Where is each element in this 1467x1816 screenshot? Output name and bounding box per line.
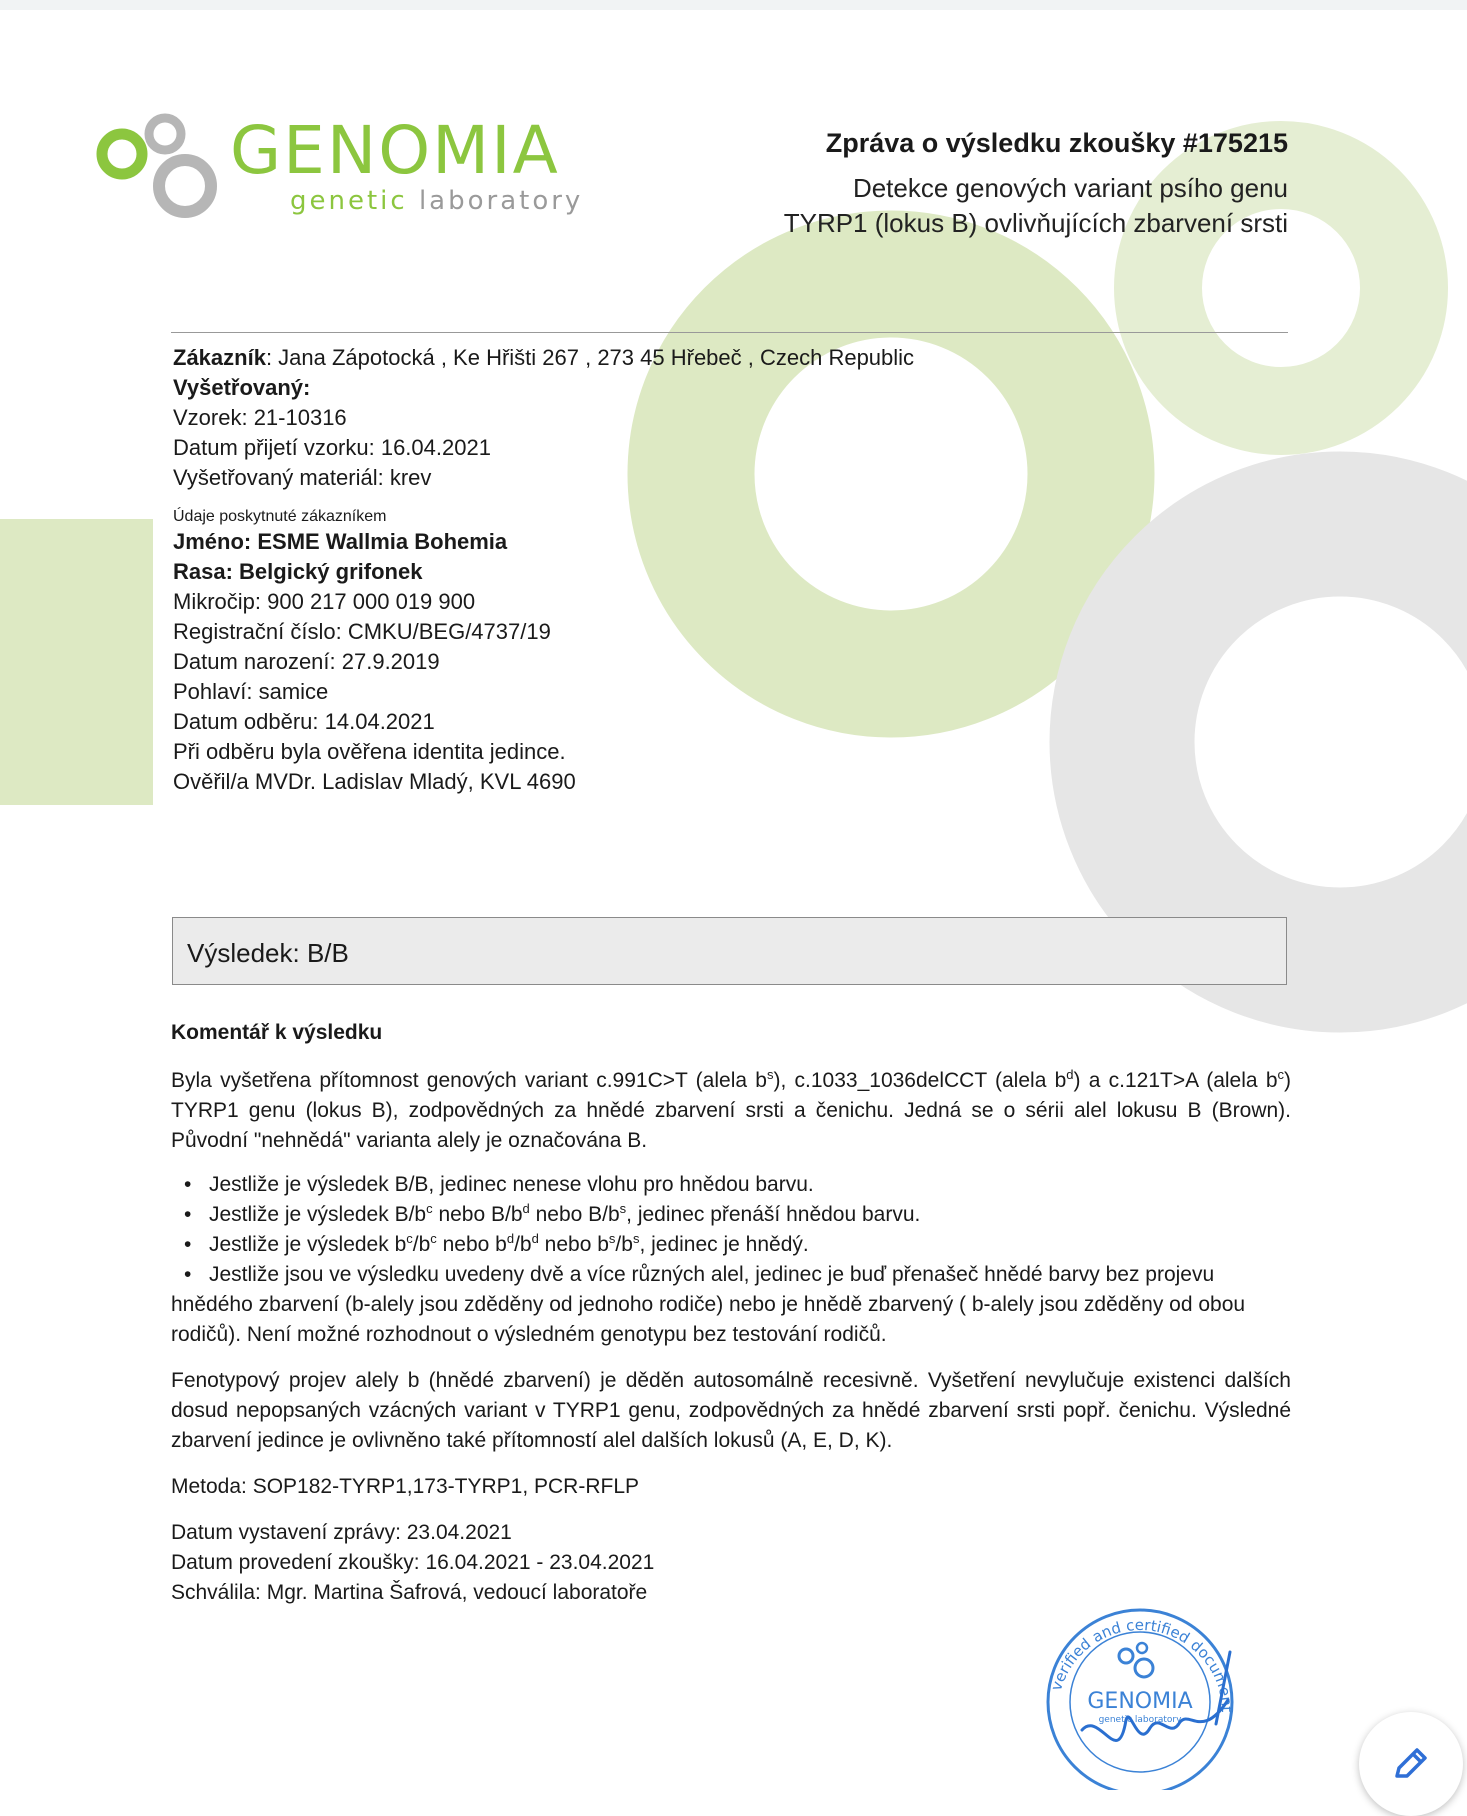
b3-s5: s (608, 1231, 616, 1246)
p1-sup-2: d (1066, 1067, 1074, 1082)
logo-sub-laboratory: laboratory (418, 186, 584, 216)
collection-date: Datum odběru: 14.04.2021 (173, 709, 435, 734)
certified-stamp (1030, 1590, 1260, 1790)
sex: Pohlaví: samice (173, 679, 329, 704)
stamp-brand-sub: genetic laboratory (1098, 1715, 1182, 1725)
header-divider (171, 332, 1288, 333)
list-item (171, 1230, 1291, 1260)
received-date: Datum přijetí vzorku: 16.04.2021 (173, 435, 491, 460)
stamp-brand: GENOMIA (1087, 1689, 1193, 1714)
registration-number: Registrační číslo: CMKU/BEG/4737/19 (173, 619, 551, 644)
logo-circles-icon (95, 108, 230, 238)
report-title: Zpráva o výsledku zkoušky #175215 (825, 128, 1288, 158)
b3-b: /b (412, 1233, 431, 1256)
p1-text-a: Byla vyšetřena přítomnost genových variant c.991C>T (alela b (171, 1069, 767, 1092)
b3-s4: d (531, 1231, 539, 1246)
logo-wordmark: GENOMIA (230, 112, 560, 189)
b3-f: /b (615, 1233, 633, 1256)
side-green-bar (0, 519, 153, 805)
logo-sub-genetic: genetic (290, 186, 408, 216)
customer-line (173, 343, 914, 373)
list-item (171, 1260, 1291, 1350)
verified-by: Ověřil/a MVDr. Ladislav Mladý, KVL 4690 (173, 769, 576, 794)
provided-note: Údaje poskytnuté zákazníkem (173, 508, 387, 525)
genomia-logo (95, 108, 635, 238)
b3-c: nebo b (436, 1233, 507, 1256)
b3-e: nebo b (538, 1233, 609, 1256)
b2-s3: s (619, 1201, 627, 1216)
bullet-4: • (184, 1263, 192, 1286)
comment-paragraph-2: Fenotypový projev alely b (hnědé zbarvení) je děděn autosomálně recesivně. Vyšetření nevylučuje existenci dalších dosud nepopsaných vzácných variant v TYRP1 genu, zodpovědných za hnědé zbarvení srsti popř. čenichu. Výsledné zbarvení jedince je ovlivněno také přítomností alel dalších lokusů (A, E, D, K). (171, 1369, 1291, 1452)
logo-subtitle (290, 186, 583, 216)
stamp-logo-dot (1137, 1643, 1147, 1653)
approved-by: Schválila: Mgr. Martina Šafrová, vedoucí laboratoře (171, 1581, 648, 1604)
birth-date: Datum narození: 27.9.2019 (173, 649, 440, 674)
bullet-4-text: Jestliže jsou ve výsledku uvedeny dvě a více různých alel, jedinec je buď přenašeč hnědé barvy bez projevu hnědého zbarvení (b-alely jsou zděděny od jednoho rodiče) nebo je hnědě zbarvený ( b-alely jsou zděděny od obou rodičů). Není možné rozhodnout o výsledném genotypu bez testování rodičů. (171, 1263, 1246, 1346)
genotype-list (171, 1170, 1291, 1350)
p1-text-b: ), c.1033_1036delCCT (alela b (773, 1069, 1067, 1092)
customer-label: Zákazník (173, 345, 266, 370)
issue-date: Datum vystavení zprávy: 23.04.2021 (171, 1521, 512, 1544)
comment-section (171, 1018, 1291, 1608)
dog-breed: Rasa: Belgický grifonek (173, 559, 423, 584)
comment-heading: Komentář k výsledku (171, 1021, 383, 1044)
bullet-1-text: Jestliže je výsledek B/B, jedinec nenese vlohu pro hnědou barvu. (209, 1173, 814, 1196)
report-header (588, 128, 1288, 241)
result-box (172, 917, 1287, 985)
stamp-ring-text: verified and certified document (1047, 1615, 1237, 1713)
method: Metoda: SOP182-TYRP1,173-TYRP1, PCR-RFLP (171, 1475, 640, 1498)
b3-a: Jestliže je výsledek b (209, 1233, 407, 1256)
p1-text-d: ) TYRP1 genu (lokus B), zodpovědných za hnědé zbarvení srsti a čenichu. Jedná se o sérii alel lokusu B (Brown). Původní "nehnědá" varianta alely je označována B. (171, 1069, 1291, 1152)
list-item (171, 1200, 1291, 1230)
bullet-1: • (184, 1173, 192, 1196)
comment-paragraph-1 (171, 1066, 1291, 1156)
b3-s2: c (430, 1231, 437, 1246)
p1-text-c: ) a c.121T>A (alela b (1073, 1069, 1278, 1092)
b2-c: nebo B/b (529, 1203, 620, 1226)
b3-s1: c (406, 1231, 413, 1246)
b2-s2: d (522, 1201, 530, 1216)
report-subtitle-line1: Detekce genových variant psího genu (852, 173, 1288, 203)
b3-s3: d (506, 1231, 515, 1246)
p1-sup-3: c (1277, 1067, 1284, 1082)
sample-number: Vzorek: 21-10316 (173, 405, 347, 430)
b2-s1: c (426, 1201, 433, 1216)
pencil-icon (1391, 1744, 1431, 1784)
viewer-top-bar (0, 0, 1467, 10)
sample-info (173, 343, 914, 797)
b2-b: nebo B/b (432, 1203, 523, 1226)
examined-label: Vyšetřovaný: (173, 375, 311, 400)
identity-verified: Při odběru byla ověřena identita jedince. (173, 739, 566, 764)
bullet-3: • (184, 1233, 192, 1256)
edit-button[interactable] (1359, 1712, 1463, 1816)
material: Vyšetřovaný materiál: krev (173, 465, 432, 490)
b2-d: , jedinec přenáší hnědou barvu. (626, 1203, 921, 1226)
b3-d: /b (514, 1233, 532, 1256)
b3-s6: s (632, 1231, 640, 1246)
microchip: Mikročip: 900 217 000 019 900 (173, 589, 476, 614)
p1-sup-1: s (766, 1067, 774, 1082)
b2-a: Jestliže je výsledek B/b (209, 1203, 427, 1226)
list-item (171, 1170, 1291, 1200)
result-text: Výsledek: B/B (187, 938, 349, 968)
stamp-logo-circle (1135, 1659, 1153, 1677)
b3-g: , jedinec je hnědý. (639, 1233, 809, 1256)
bullet-2: • (184, 1203, 192, 1226)
dog-name: Jméno: ESME Wallmia Bohemia (173, 529, 508, 554)
report-subtitle-line2: TYRP1 (lokus B) ovlivňujících zbarvení srsti (783, 208, 1288, 238)
stamp-logo-icon (1119, 1649, 1133, 1663)
customer-value: : Jana Zápotocká , Ke Hřišti 267 , 273 45 Hřebeč , Czech Republic (265, 345, 915, 370)
gray-ring (1122, 524, 1467, 960)
test-dates: Datum provedení zkoušky: 16.04.2021 - 23.04.2021 (171, 1551, 655, 1574)
